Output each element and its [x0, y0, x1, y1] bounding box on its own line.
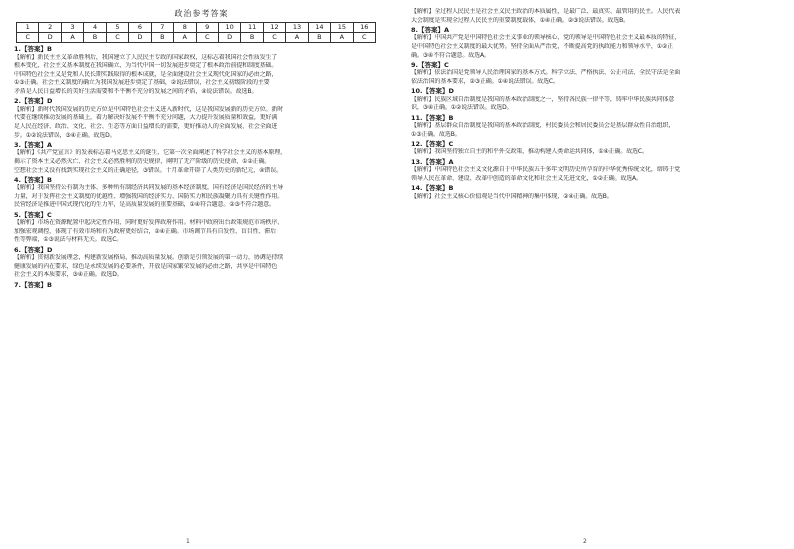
explanation-line: 【解析】社会主义核心价值观是当代中国精神的集中体现，②④正确。故选B。 — [411, 192, 613, 200]
explanation-line: 【解析】贯彻新发展理念，构建新发展格局，推动高质量发展。创新是引领发展的第一动力，协调是持续 — [14, 254, 284, 262]
explanation-line: 步。①②说法错误，③④正确。故选D。 — [14, 131, 116, 139]
answer-key-answer-cell: C — [263, 33, 285, 43]
explanation-line: 根本变化，社会主义基本制度在我国确立，为当代中国一切发展进步奠定了根本政治前提和制度基础。 — [14, 62, 278, 70]
explanation-line: 足人民在经济、政治、文化、社会、生态等方面日益增长的需要，更好推动人的全面发展、社会全面进 — [14, 122, 278, 130]
explanation-line: 中国特色社会主义是党和人民长期实践取得的根本成就，是全面建设社会主义现代化国家的必由之路， — [14, 70, 278, 78]
answer-key-number-cell: 13 — [286, 23, 308, 33]
explanation-line: 识，③④正确。①②说法错误。故选D。 — [411, 104, 513, 112]
answer-key-number-cell: 16 — [353, 23, 375, 33]
explanation-line: 【解析】全过程人民民主是社会主义民主政治的本质属性，是最广泛、最真实、最管用的民主。人民代表 — [411, 8, 681, 15]
explanation-line: 【解析】我国坚持独立自主的和平外交政策，推动构建人类命运共同体，①④正确。故选C。 — [411, 148, 648, 156]
explanation-line: 【解析】我国坚持公有制为主体、多种所有制经济共同发展的基本经济制度，国有经济是国民经济的主导 — [14, 184, 284, 192]
explanation-line: 【解析】中国共产党是中国特色社会主义事业的领导核心，党的领导是中国特色社会主义最本质的特征， — [411, 34, 681, 42]
answer-key-number-cell: 11 — [241, 23, 263, 33]
answer-key-answer-cell: C — [196, 33, 218, 43]
answer-header: 8.【答案】A — [411, 25, 450, 34]
explanation-line: 确。③④不符合题意。故选A。 — [411, 51, 490, 59]
answer-header: 14.【答案】B — [411, 184, 454, 193]
answer-key-answer-cell: B — [241, 33, 263, 43]
answer-key-number-cell: 14 — [308, 23, 330, 33]
page-title: 政治参考答案 — [174, 9, 229, 18]
answer-key-number-cell: 15 — [331, 23, 353, 33]
answer-key-number-cell: 1 — [17, 23, 39, 33]
explanation-line: 健康发展的内在要求，绿色是永续发展的必要条件，开放是国家繁荣发展的必由之路，共享是中国特色 — [14, 262, 278, 270]
explanation-line: 性等弊端，①③说法与材料无关。故选C。 — [14, 236, 123, 244]
answer-key-answer-cell: C — [106, 33, 128, 43]
answer-header: 4.【答案】B — [14, 175, 52, 184]
explanation-line: ①③正确。社会主义制度的确立为我国发展进步奠定了基础，②说法错误，社会主义初级阶段的主要 — [14, 79, 270, 87]
answer-header: 1.【答案】B — [14, 45, 52, 53]
answer-key-number-cell: 6 — [129, 23, 151, 33]
page-right — [397, 0, 794, 549]
explanation-line: 民营经济是推进中国式现代化的生力军，是高质量发展的重要基础，①④符合题意。②③不符合题意。 — [14, 201, 275, 209]
answer-key-number-cell: 4 — [84, 23, 106, 33]
explanation-line: 矛盾是人民日益增长的美好生活需要和不平衡不充分的发展之间的矛盾，④说法错误。故选B。 — [14, 87, 258, 95]
answer-key-number-row — [17, 23, 376, 33]
answer-key-answer-cell: A — [174, 33, 196, 43]
answer-header: 2.【答案】D — [14, 97, 53, 106]
answer-key-number-cell: 10 — [218, 23, 240, 33]
explanation-line: 【解析】基层群众自治制度是我国的基本政治制度，村民委员会和居民委员会是基层群众性自治组织， — [411, 122, 675, 130]
answer-key-number-cell: 8 — [174, 23, 196, 33]
answer-key-answer-cell: A — [331, 33, 353, 43]
answer-key-answer-cell: A — [286, 33, 308, 43]
explanation-line: 揭示了资本主义必然灭亡、社会主义必然胜利的历史规律，阐明了无产阶级的历史使命，①②正确。 — [14, 157, 271, 165]
explanation-line: 大会制度是实现全过程人民民主的重要制度载体，①④正确。②③说法错误。故选B。 — [411, 16, 629, 24]
answer-key-number-cell: 9 — [196, 23, 218, 33]
explanation-line: 【解析】新时代我国发展的历史方位是中国特色社会主义进入新时代，这是我国发展新的历史方位。新时 — [14, 105, 284, 113]
explanation-line: 社会主义的本质要求，③④正确。故选D。 — [14, 271, 123, 279]
right-explanations — [411, 8, 784, 201]
explanation-line: 【解析】依法治国是党领导人民治理国家的基本方式。科学立法、严格执法、公正司法、全民守法是全面 — [411, 69, 681, 77]
answer-header: 10.【答案】D — [411, 87, 454, 96]
explanation-line: 空想社会主义没有找到实现社会主义的正确途径，③错误。十月革命开辟了人类历史的新纪元，④错误。 — [14, 166, 282, 174]
answer-key-answer-cell: B — [308, 33, 330, 43]
answer-key-number-cell: 12 — [263, 23, 285, 33]
answer-key-answer-cell: B — [84, 33, 106, 43]
page-number: 1 — [186, 538, 190, 545]
answer-key-answer-cell: D — [39, 33, 61, 43]
explanation-line: 依法治国的基本要求，②③正确。①④说法错误。故选C。 — [411, 77, 559, 85]
left-explanations — [14, 45, 389, 289]
answer-header: 12.【答案】C — [411, 139, 454, 148]
explanation-line: 【解析】新民主主义革命胜利后，我国建立了人民民主专政的国家政权，这标志着我国社会性质发生了 — [14, 53, 278, 61]
answer-key-answer-cell: B — [151, 33, 173, 43]
explanation-line: 加强宏观调控，体现了有效市场和有为政府更好结合，②④正确。市场调节具有自发性、盲目性、滞后 — [14, 227, 277, 235]
explanation-line: 力量，对于发挥社会主义制度的优越性、增强我国的经济实力、国防实力和民族凝聚力具有关键性作用。 — [14, 192, 284, 200]
answer-key-answer-cell: D — [218, 33, 240, 43]
answer-key-answer-cell: D — [129, 33, 151, 43]
answer-key-answer-cell: C — [353, 33, 375, 43]
answer-key-number-cell: 3 — [61, 23, 83, 33]
answer-key-answer-cell: C — [17, 33, 39, 43]
answer-key-table — [16, 22, 376, 43]
explanation-line: 【解析】民族区域自治制度是我国的基本政治制度之一，坚持各民族一律平等，铸牢中华民族共同体意 — [411, 95, 675, 103]
explanation-line: 是中国特色社会主义制度的最大优势。坚持全面从严治党，不断提高党的执政能力和领导水平，①②正 — [411, 42, 674, 50]
page-number: 2 — [583, 538, 587, 545]
answer-header: 11.【答案】B — [411, 113, 454, 122]
explanation-line: ①③正确。故选B。 — [411, 130, 461, 138]
answer-key-answer-row — [17, 33, 376, 43]
explanation-line: 【解析】中国特色社会主义文化源自于中华民族五千多年文明历史所孕育的中华优秀传统文化，熔铸于党 — [411, 166, 681, 174]
answer-header: 6.【答案】D — [14, 245, 53, 254]
answer-header: 13.【答案】A — [411, 157, 454, 166]
answer-key-number-cell: 5 — [106, 23, 128, 33]
explanation-line: 代要在继续推动发展的基础上，着力解决好发展不平衡不充分问题，大力提升发展质量和效益，更好满 — [14, 114, 278, 122]
explanation-line: 领导人民在革命、建设、改革中创造的革命文化和社会主义先进文化，①②正确。故选A。 — [411, 174, 642, 182]
answer-header: 3.【答案】A — [14, 140, 53, 149]
answer-key-number-cell: 2 — [39, 23, 61, 33]
explanation-line: 【解析】《共产党宣言》的发表标志着马克思主义的诞生，它第一次全面阐述了科学社会主义的基本原理， — [14, 149, 286, 157]
answer-key-answer-cell: A — [61, 33, 83, 43]
answer-key-number-cell: 7 — [151, 23, 173, 33]
answer-header: 7.【答案】B — [14, 280, 52, 289]
explanation-line: 【解析】市场在资源配置中起决定性作用，同时更好发挥政府作用。材料中政府出台政策规范市场秩序、 — [14, 219, 284, 227]
answer-header: 5.【答案】C — [14, 210, 52, 219]
answer-header: 9.【答案】C — [411, 60, 449, 69]
